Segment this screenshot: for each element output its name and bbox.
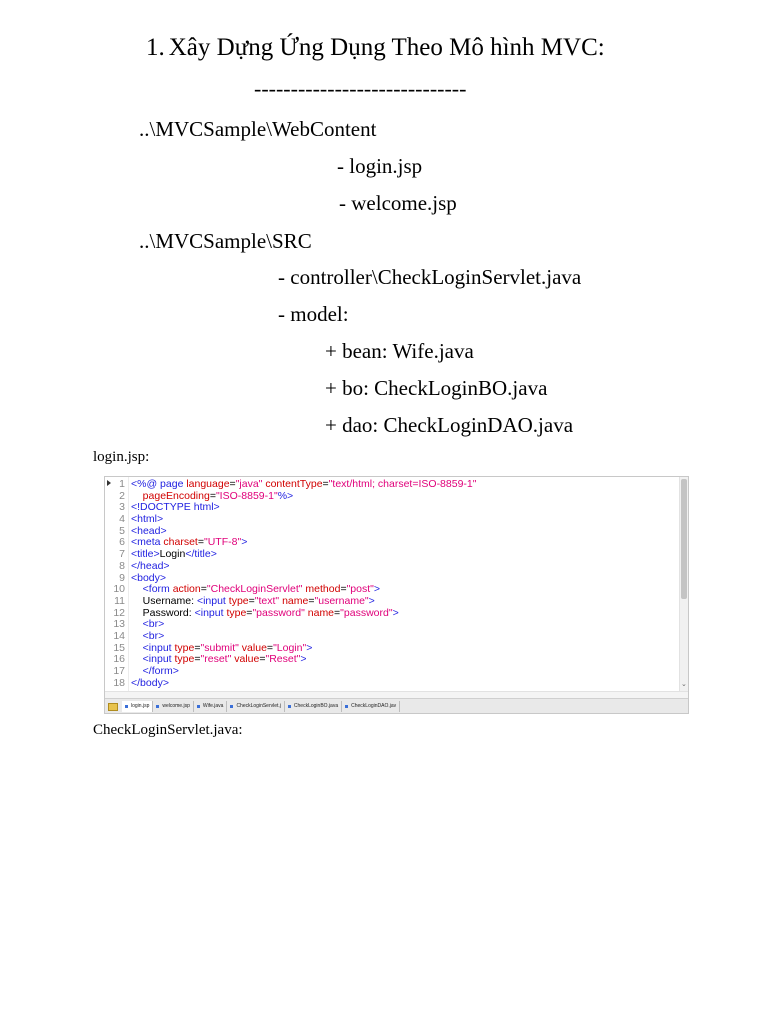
section-heading bbox=[146, 34, 605, 62]
editor-tab-bar bbox=[105, 698, 688, 714]
code-token: = bbox=[194, 653, 201, 666]
code-token: </title> bbox=[185, 548, 217, 561]
tab-checkloginbo[interactable] bbox=[285, 701, 342, 712]
tab-login-jsp[interactable] bbox=[122, 701, 153, 712]
code-token: "reset" bbox=[200, 653, 232, 666]
code-token: type bbox=[174, 653, 195, 666]
code-token: = bbox=[340, 583, 347, 596]
login-jsp-label: login.jsp: bbox=[93, 449, 150, 465]
file-icon bbox=[288, 705, 291, 708]
code-token: = bbox=[334, 606, 341, 619]
code-token: "CheckLoginServlet" bbox=[206, 583, 303, 596]
file-icon bbox=[156, 705, 159, 708]
code-token: > bbox=[300, 653, 307, 666]
code-token: "text" bbox=[254, 594, 280, 607]
code-line bbox=[105, 502, 679, 514]
code-token: Username: bbox=[131, 594, 197, 607]
code-token: = bbox=[308, 594, 315, 607]
code-token: "submit" bbox=[200, 641, 239, 654]
file-icon bbox=[125, 705, 128, 708]
code-token: "Login" bbox=[273, 641, 307, 654]
code-token: type bbox=[228, 594, 249, 607]
code-token: action bbox=[172, 583, 201, 596]
code-token: = bbox=[259, 653, 266, 666]
code-token: method bbox=[302, 583, 341, 596]
tab-label: login.jsp bbox=[131, 703, 150, 709]
code-token: "username" bbox=[314, 594, 369, 607]
code-editor-screenshot bbox=[104, 476, 689, 714]
code-token: contentType bbox=[262, 478, 323, 490]
file-icon bbox=[345, 705, 348, 708]
code-token: = bbox=[200, 583, 207, 596]
checkloginservlet-label: CheckLoginServlet.java: bbox=[93, 722, 243, 738]
line-number: 5 bbox=[119, 524, 125, 537]
scroll-down-icon[interactable]: ⌄ bbox=[681, 681, 687, 688]
code-token: = bbox=[229, 478, 236, 490]
divider-line: ----------------------------- bbox=[254, 76, 467, 101]
vertical-scrollbar[interactable] bbox=[679, 477, 688, 691]
line-number: 3 bbox=[119, 501, 125, 514]
code-token: = bbox=[246, 606, 253, 619]
tab-label: CheckLoginDAO.jav bbox=[351, 703, 397, 709]
tab-checkloginservlet[interactable] bbox=[227, 701, 284, 712]
tab-label: CheckLoginServlet.j bbox=[236, 703, 281, 709]
code-line bbox=[105, 549, 679, 561]
code-token: Password: bbox=[131, 606, 195, 619]
line-number: 14 bbox=[113, 629, 125, 642]
line-number: 17 bbox=[113, 665, 125, 677]
code-token: = bbox=[248, 594, 255, 607]
code-token: <br> bbox=[131, 629, 165, 642]
code-line bbox=[105, 654, 679, 666]
line-number: 4 bbox=[119, 513, 125, 526]
code-token: = bbox=[322, 478, 329, 490]
code-token: > bbox=[241, 536, 248, 549]
login-jsp-item: - login.jsp bbox=[337, 154, 423, 178]
code-token: "post" bbox=[346, 583, 374, 596]
code-token: <input bbox=[196, 594, 229, 607]
code-token: language bbox=[186, 478, 230, 490]
line-number: 8 bbox=[119, 559, 125, 572]
line-number: 2 bbox=[119, 489, 125, 502]
code-token: <html> bbox=[131, 513, 164, 526]
code-area bbox=[105, 479, 679, 689]
bean-item: + bean: Wife.java bbox=[325, 339, 474, 363]
line-number: 16 bbox=[113, 653, 125, 666]
line-number: 1 bbox=[119, 478, 125, 490]
line-number: 18 bbox=[113, 676, 125, 689]
code-token: name bbox=[279, 594, 309, 607]
file-icon bbox=[197, 705, 200, 708]
code-token: <meta bbox=[131, 536, 164, 549]
webcontent-path: ..\MVCSample\WebContent bbox=[139, 117, 377, 141]
line-number: 15 bbox=[113, 641, 125, 654]
code-token: </head> bbox=[131, 559, 170, 572]
code-token: = bbox=[197, 536, 204, 549]
code-token: <title> bbox=[131, 548, 160, 561]
section-title: Xây Dựng Ứng Dụng Theo Mô hình MVC: bbox=[168, 34, 605, 61]
code-token: "text/html; charset=ISO-8859-1" bbox=[328, 478, 477, 490]
bo-item: + bo: CheckLoginBO.java bbox=[325, 376, 548, 400]
code-token: > bbox=[392, 606, 399, 619]
code-token: > bbox=[373, 583, 381, 596]
code-token: <!DOCTYPE html> bbox=[131, 501, 220, 514]
code-line bbox=[105, 561, 679, 573]
section-number: 1. bbox=[146, 34, 165, 61]
controller-item: - controller\CheckLoginServlet.java bbox=[278, 265, 582, 289]
code-token: %> bbox=[277, 489, 294, 502]
code-token: <%@ page bbox=[131, 478, 187, 490]
code-token: "java" bbox=[235, 478, 263, 490]
code-token: > bbox=[368, 594, 375, 607]
tab-label: welcome.jsp bbox=[162, 703, 190, 709]
file-icon bbox=[230, 705, 233, 708]
code-token: <form bbox=[131, 583, 173, 596]
code-token: name bbox=[304, 606, 335, 619]
folder-icon bbox=[108, 703, 118, 711]
line-number: 9 bbox=[119, 571, 125, 584]
code-token: value bbox=[238, 641, 267, 654]
line-number: 7 bbox=[119, 548, 125, 561]
line-number: 6 bbox=[119, 536, 125, 549]
code-token: = bbox=[194, 641, 201, 654]
code-token: "password" bbox=[340, 606, 393, 619]
line-number: 10 bbox=[113, 583, 125, 596]
code-token: "password" bbox=[252, 606, 305, 619]
code-line bbox=[105, 608, 679, 620]
code-token: Login bbox=[159, 548, 186, 561]
code-token: <br> bbox=[131, 618, 165, 631]
line-number: 12 bbox=[113, 606, 125, 619]
code-token: <body> bbox=[131, 571, 167, 584]
dao-item: + dao: CheckLoginDAO.java bbox=[325, 413, 574, 437]
code-token: charset bbox=[163, 536, 198, 549]
code-token: </body> bbox=[131, 676, 169, 689]
code-token: "ISO-8859-1" bbox=[215, 489, 278, 502]
welcome-jsp-item: - welcome.jsp bbox=[339, 191, 457, 215]
code-token: <input bbox=[131, 653, 175, 666]
code-token: "Reset" bbox=[265, 653, 301, 666]
tab-label: CheckLoginBO.java bbox=[293, 703, 339, 709]
code-token: > bbox=[306, 641, 313, 654]
code-token: type bbox=[174, 641, 195, 654]
code-token: <input bbox=[131, 641, 175, 654]
code-token: </form> bbox=[131, 665, 179, 677]
code-token: value bbox=[231, 653, 260, 666]
model-item: - model: bbox=[278, 302, 349, 326]
tab-wife-java[interactable] bbox=[194, 701, 228, 712]
scroll-thumb[interactable] bbox=[681, 479, 687, 599]
line-number: 13 bbox=[113, 618, 125, 631]
code-token: "UTF-8" bbox=[203, 536, 242, 549]
code-line bbox=[105, 678, 679, 690]
code-line bbox=[105, 619, 679, 631]
tab-label: Wife.java bbox=[202, 703, 224, 709]
code-token: <input bbox=[194, 606, 227, 619]
code-line bbox=[105, 514, 679, 526]
code-token: <head> bbox=[131, 524, 167, 537]
src-path: ..\MVCSample\SRC bbox=[139, 229, 312, 253]
code-token: = bbox=[209, 489, 216, 502]
code-line bbox=[105, 666, 679, 678]
line-number: 11 bbox=[114, 594, 125, 607]
tab-checklogindao[interactable] bbox=[342, 701, 400, 712]
tab-welcome-jsp[interactable] bbox=[153, 701, 194, 712]
horizontal-scrollbar[interactable] bbox=[105, 691, 688, 698]
code-token: type bbox=[226, 606, 247, 619]
code-token: = bbox=[266, 641, 274, 654]
code-token: pageEncoding bbox=[131, 489, 210, 502]
